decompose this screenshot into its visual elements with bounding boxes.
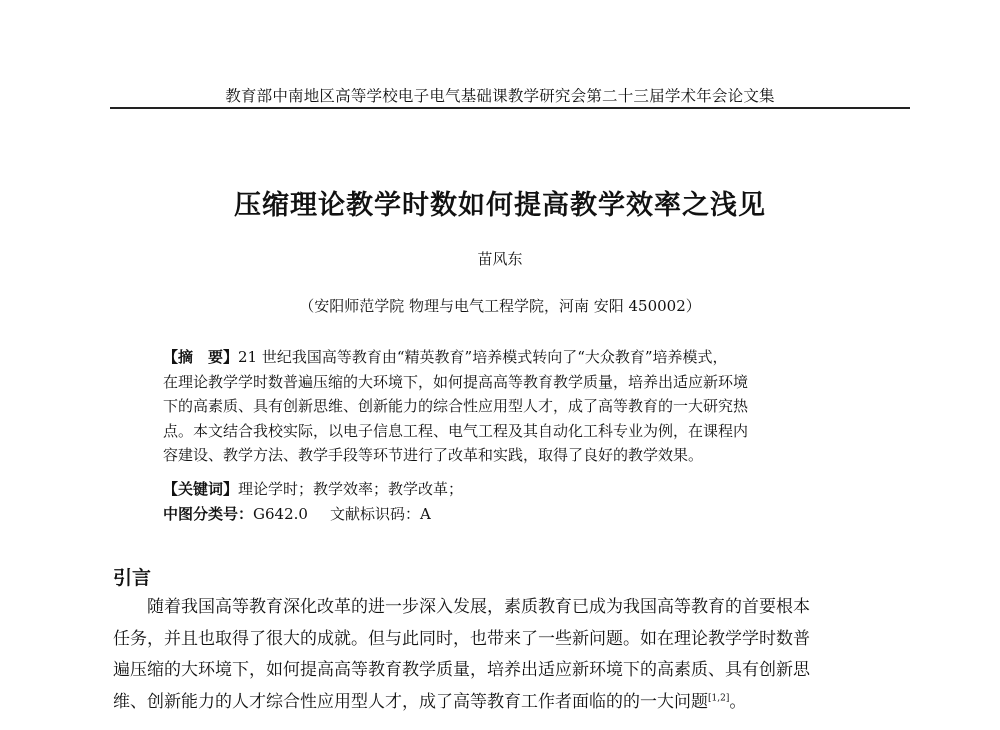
abstract-line: 容建设、教学方法、教学手段等环节进行了改革和实践，取得了良好的教学效果。 [163, 446, 704, 464]
abstract-line [163, 345, 863, 370]
citation-marker[interactable]: [1,2] [708, 692, 730, 703]
paper-title: 压缩理论教学时数如何提高教学效率之浅见 [234, 190, 766, 221]
abstract-label: 【摘 要】 [163, 348, 239, 366]
body-line-end: 。 [729, 691, 747, 712]
abstract-block [163, 345, 863, 468]
keywords-label: 【关键词】 [163, 480, 239, 498]
abstract-line: 点。本文结合我校实际，以电子信息工程、电气工程及其自动化工科专业为例，在课程内 [163, 421, 749, 440]
body-line [113, 687, 893, 719]
author-affiliation: （安阳师范学院 物理与电气工程学院，河南 安阳 450002） [299, 297, 701, 315]
body-line: 任务，并且也取得了很大的成就。但与此同时，也带来了一些新问题。如在理论教学学时数普 [113, 628, 810, 649]
clc-value: G642.0 [253, 505, 308, 523]
clc-label: 中图分类号： [163, 505, 254, 523]
keywords-text: 理论学时；教学效率；教学改革； [238, 480, 464, 498]
running-header: 教育部中南地区高等学校电子电气基础课教学研究会第二十三届学术年会论文集 [225, 87, 775, 105]
body-line: 遍压缩的大环境下，如何提高高等教育教学质量，培养出适应新环境下的高素质、具有创新思 [113, 660, 810, 680]
doc-code-value: A [419, 505, 431, 523]
header-rule [110, 107, 910, 109]
abstract-line: 下的高素质、具有创新思维、创新能力的综合性应用型人才，成了高等教育的一大研究热 [163, 397, 749, 415]
body-line: 随着我国高等教育深化改革的进一步深入发展，素质教育已成为我国高等教育的首要根本 [147, 597, 810, 617]
doc-code-label: 文献标识码： [329, 505, 420, 523]
introduction-body [113, 592, 893, 718]
classification-line [163, 503, 431, 524]
body-line-text: 维、创新能力的人才综合性应用型人才，成了高等教育工作者面临的的一大问题 [113, 691, 708, 712]
abstract-text: 21 世纪我国高等教育由“精英教育”培养模式转向了“大众教育”培养模式， [238, 348, 728, 366]
section-heading-introduction: 引言 [113, 567, 152, 589]
keywords-line [163, 478, 463, 499]
author-name: 苗风东 [477, 250, 523, 268]
abstract-line: 在理论教学学时数普遍压缩的大环境下，如何提高高等教育教学质量，培养出适应新环境 [163, 372, 749, 391]
